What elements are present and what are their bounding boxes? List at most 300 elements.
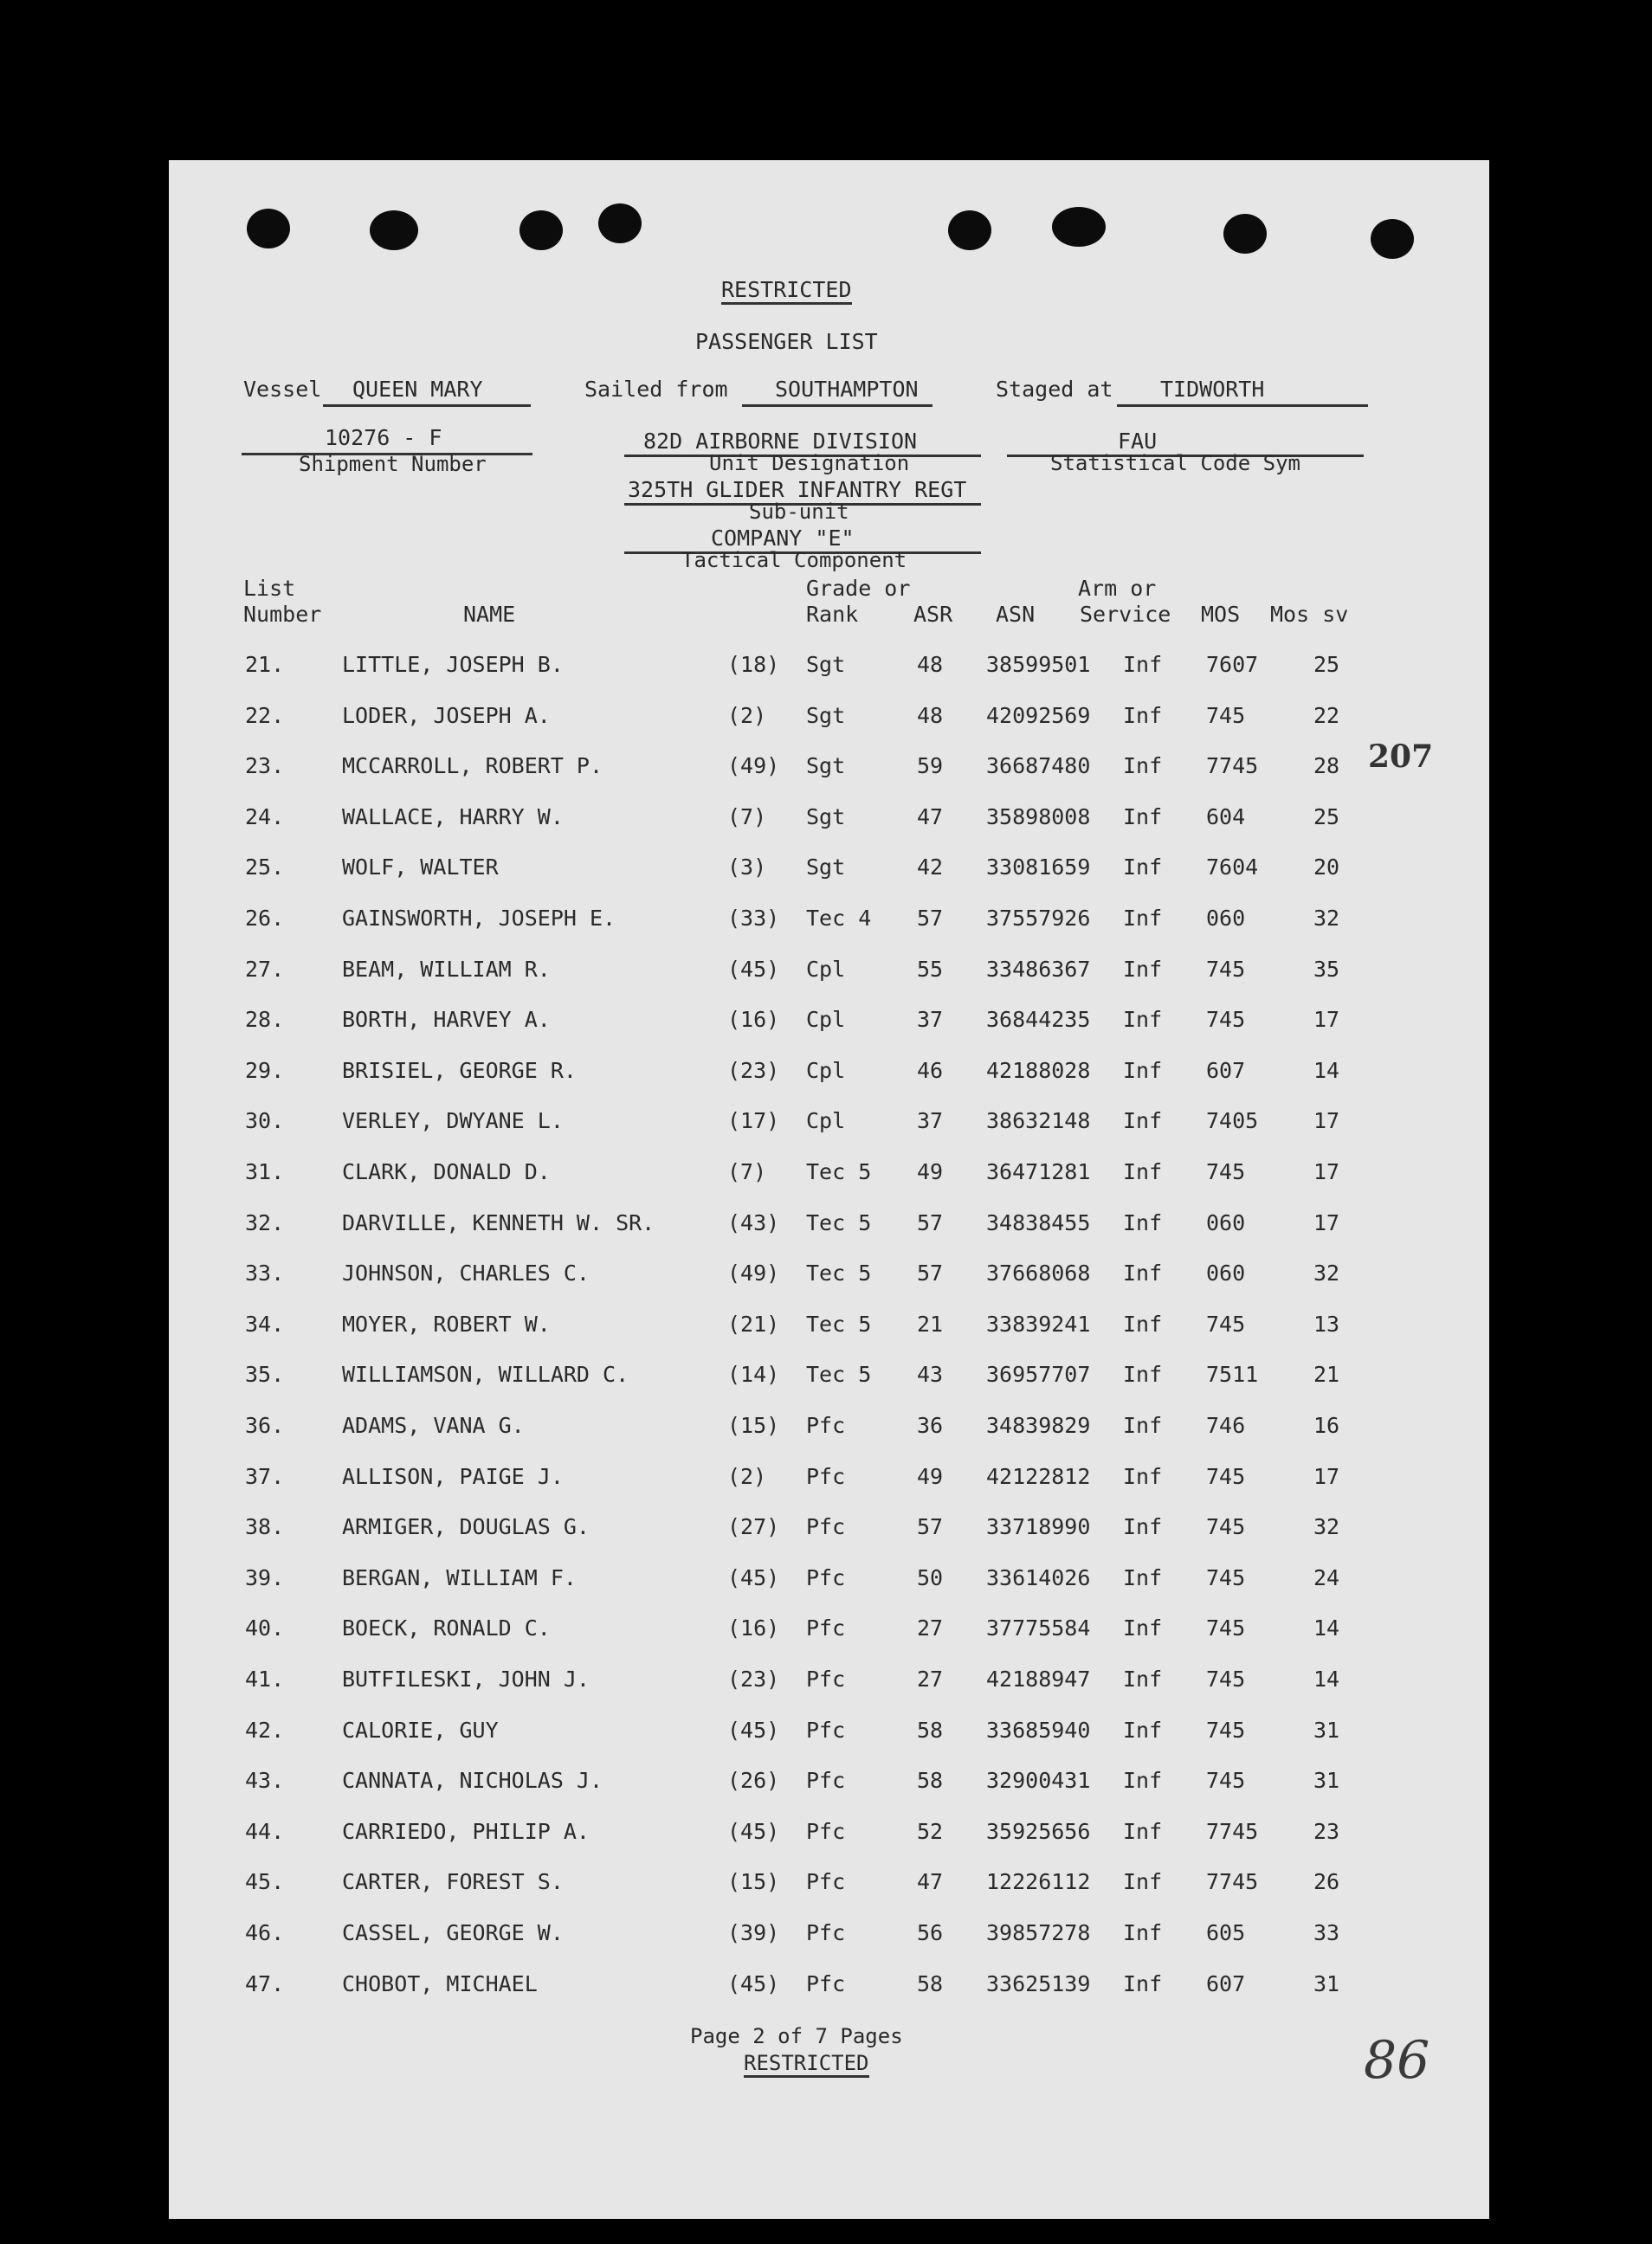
table-row xyxy=(169,1971,1489,2006)
mos: 7604 xyxy=(1206,854,1259,880)
table-row xyxy=(169,957,1489,991)
months-service: 32 xyxy=(1313,1514,1340,1540)
months-service: 17 xyxy=(1313,1463,1340,1489)
arm-service: Inf xyxy=(1123,1667,1163,1692)
vessel-label: Vessel xyxy=(243,377,322,402)
unit-designation-label: Unit Designation xyxy=(709,451,910,475)
rank: Pfc xyxy=(806,1514,846,1540)
table-row xyxy=(169,1869,1489,1904)
mos: 746 xyxy=(1206,1413,1246,1438)
asr: 59 xyxy=(917,753,944,779)
punch-hole xyxy=(370,210,418,250)
rank: Pfc xyxy=(806,1667,846,1692)
table-row xyxy=(169,1362,1489,1396)
asn: 36471281 xyxy=(986,1159,1091,1184)
asn: 33839241 xyxy=(986,1311,1091,1337)
mos: 607 xyxy=(1206,1970,1246,1996)
months-service: 32 xyxy=(1313,906,1340,931)
passenger-name: LODER, JOSEPH A. xyxy=(342,702,551,728)
rank: Pfc xyxy=(806,1920,846,1945)
row-number: 23. xyxy=(245,753,285,779)
row-number: 39. xyxy=(245,1564,285,1590)
punch-hole xyxy=(948,210,991,250)
arm-service: Inf xyxy=(1123,753,1163,779)
asn: 38599501 xyxy=(986,652,1091,677)
asr: 58 xyxy=(917,1970,944,1996)
passenger-name: CANNATA, NICHOLAS J. xyxy=(342,1768,603,1794)
months-service: 23 xyxy=(1313,1818,1340,1844)
months-service: 22 xyxy=(1313,702,1340,728)
code-number: (14) xyxy=(727,1362,780,1388)
page-indicator: Page 2 of 7 Pages xyxy=(690,2024,903,2048)
passenger-name: BEAM, WILLIAM R. xyxy=(342,956,551,982)
row-number: 45. xyxy=(245,1869,285,1895)
passenger-name: MCCARROLL, ROBERT P. xyxy=(342,753,603,779)
mos: 745 xyxy=(1206,1717,1246,1743)
months-service: 31 xyxy=(1313,1717,1340,1743)
asr: 57 xyxy=(917,1261,944,1286)
rank: Pfc xyxy=(806,1413,846,1438)
row-number: 21. xyxy=(245,652,285,677)
row-number: 44. xyxy=(245,1818,285,1844)
table-row xyxy=(169,1565,1489,1600)
restricted-header: RESTRICTED xyxy=(721,277,852,305)
rank: Cpl xyxy=(806,1057,846,1083)
asr: 47 xyxy=(917,1869,944,1895)
row-number: 28. xyxy=(245,1007,285,1033)
table-row xyxy=(169,703,1489,738)
mos: 745 xyxy=(1206,1007,1246,1033)
arm-service: Inf xyxy=(1123,1209,1163,1235)
months-service: 31 xyxy=(1313,1970,1340,1996)
rank: Sgt xyxy=(806,753,846,779)
sub-unit-label: Sub-unit xyxy=(749,500,849,524)
table-row xyxy=(169,1312,1489,1346)
asr: 58 xyxy=(917,1768,944,1794)
passenger-name: MOYER, ROBERT W. xyxy=(342,1311,551,1337)
asr: 56 xyxy=(917,1920,944,1945)
col-asr: ASR xyxy=(913,602,953,627)
shipment-number-label: Shipment Number xyxy=(299,452,487,476)
document-page xyxy=(169,160,1489,2219)
passenger-name: VERLEY, DWYANE L. xyxy=(342,1108,564,1134)
asr: 37 xyxy=(917,1007,944,1033)
asr: 57 xyxy=(917,906,944,931)
months-service: 17 xyxy=(1313,1209,1340,1235)
passenger-name: ADAMS, VANA G. xyxy=(342,1413,525,1438)
passenger-name: ARMIGER, DOUGLAS G. xyxy=(342,1514,590,1540)
months-service: 16 xyxy=(1313,1413,1340,1438)
code-number: (39) xyxy=(727,1920,780,1945)
passenger-name: DARVILLE, KENNETH W. SR. xyxy=(342,1209,655,1235)
table-row xyxy=(169,854,1489,889)
row-number: 32. xyxy=(245,1209,285,1235)
months-service: 35 xyxy=(1313,956,1340,982)
code-number: (45) xyxy=(727,956,780,982)
table-row xyxy=(169,1514,1489,1549)
months-service: 17 xyxy=(1313,1007,1340,1033)
asr: 55 xyxy=(917,956,944,982)
code-number: (2) xyxy=(727,702,767,728)
sub-unit: 325TH GLIDER INFANTRY REGT xyxy=(628,477,967,502)
asn: 33081659 xyxy=(986,854,1091,880)
months-service: 21 xyxy=(1313,1362,1340,1388)
row-number: 34. xyxy=(245,1311,285,1337)
row-number: 27. xyxy=(245,956,285,982)
months-service: 24 xyxy=(1313,1564,1340,1590)
arm-service: Inf xyxy=(1123,854,1163,880)
code-number: (16) xyxy=(727,1007,780,1033)
table-row xyxy=(169,1718,1489,1752)
asn: 32900431 xyxy=(986,1768,1091,1794)
months-service: 26 xyxy=(1313,1869,1340,1895)
months-service: 32 xyxy=(1313,1261,1340,1286)
code-number: (43) xyxy=(727,1209,780,1235)
mos: 745 xyxy=(1206,1463,1246,1489)
code-number: (16) xyxy=(727,1615,780,1641)
statistical-code-label: Statistical Code Sym xyxy=(1050,451,1300,475)
rank: Pfc xyxy=(806,1869,846,1895)
arm-service: Inf xyxy=(1123,1564,1163,1590)
passenger-name: CASSEL, GEORGE W. xyxy=(342,1920,564,1945)
passenger-name: WOLF, WALTER xyxy=(342,854,499,880)
arm-service: Inf xyxy=(1123,1413,1163,1438)
mos: 745 xyxy=(1206,1311,1246,1337)
table-row xyxy=(169,1413,1489,1448)
row-number: 33. xyxy=(245,1261,285,1286)
mos: 7745 xyxy=(1206,753,1259,779)
col-list-number-1: List xyxy=(243,576,296,601)
asr: 36 xyxy=(917,1413,944,1438)
months-service: 33 xyxy=(1313,1920,1340,1945)
asn: 33625139 xyxy=(986,1970,1091,1996)
col-asn: ASN xyxy=(996,602,1036,627)
code-number: (45) xyxy=(727,1564,780,1590)
col-mos: MOS xyxy=(1201,602,1241,627)
row-number: 42. xyxy=(245,1717,285,1743)
rank: Pfc xyxy=(806,1717,846,1743)
row-number: 41. xyxy=(245,1667,285,1692)
arm-service: Inf xyxy=(1123,1920,1163,1945)
row-number: 31. xyxy=(245,1159,285,1184)
asr: 37 xyxy=(917,1108,944,1134)
table-row xyxy=(169,1007,1489,1041)
asn: 34839829 xyxy=(986,1413,1091,1438)
arm-service: Inf xyxy=(1123,1463,1163,1489)
months-service: 20 xyxy=(1313,854,1340,880)
handwritten-page-number: 86 xyxy=(1364,2030,1430,2091)
col-grade-2: Rank xyxy=(806,602,859,627)
table-row xyxy=(169,1615,1489,1650)
rank: Tec 5 xyxy=(806,1159,872,1184)
months-service: 25 xyxy=(1313,652,1340,677)
asr: 21 xyxy=(917,1311,944,1337)
rank: Sgt xyxy=(806,854,846,880)
mos: 7405 xyxy=(1206,1108,1259,1134)
asr: 57 xyxy=(917,1209,944,1235)
code-number: (45) xyxy=(727,1717,780,1743)
mos: 060 xyxy=(1206,1209,1246,1235)
asr: 27 xyxy=(917,1615,944,1641)
passenger-name: LITTLE, JOSEPH B. xyxy=(342,652,564,677)
code-number: (33) xyxy=(727,906,780,931)
passenger-name: BORTH, HARVEY A. xyxy=(342,1007,551,1033)
table-row xyxy=(169,1261,1489,1295)
code-number: (49) xyxy=(727,753,780,779)
tactical-component-label: Tactical Component xyxy=(681,548,907,572)
rank: Tec 5 xyxy=(806,1362,872,1388)
col-arm-2: Service xyxy=(1080,602,1171,627)
arm-service: Inf xyxy=(1123,1615,1163,1641)
arm-service: Inf xyxy=(1123,1057,1163,1083)
rank: Pfc xyxy=(806,1463,846,1489)
asn: 33614026 xyxy=(986,1564,1091,1590)
row-number: 47. xyxy=(245,1970,285,1996)
months-service: 25 xyxy=(1313,803,1340,829)
arm-service: Inf xyxy=(1123,1768,1163,1794)
passenger-name: CALORIE, GUY xyxy=(342,1717,499,1743)
rank: Tec 5 xyxy=(806,1209,872,1235)
row-number: 22. xyxy=(245,702,285,728)
asn: 33718990 xyxy=(986,1514,1091,1540)
passenger-name: CARRIEDO, PHILIP A. xyxy=(342,1818,590,1844)
vessel-name: QUEEN MARY xyxy=(352,377,483,402)
asn: 33486367 xyxy=(986,956,1091,982)
table-row xyxy=(169,804,1489,839)
punch-hole xyxy=(1223,214,1267,254)
asn: 42188947 xyxy=(986,1667,1091,1692)
arm-service: Inf xyxy=(1123,906,1163,931)
col-mos-sv: Mos sv xyxy=(1270,602,1349,627)
months-service: 28 xyxy=(1313,753,1340,779)
col-arm-1: Arm or xyxy=(1078,576,1157,601)
punch-hole xyxy=(519,210,563,250)
code-number: (45) xyxy=(727,1818,780,1844)
code-number: (17) xyxy=(727,1108,780,1134)
arm-service: Inf xyxy=(1123,652,1163,677)
passenger-name: GAINSWORTH, JOSEPH E. xyxy=(342,906,616,931)
code-number: (2) xyxy=(727,1463,767,1489)
arm-service: Inf xyxy=(1123,1818,1163,1844)
mos: 7511 xyxy=(1206,1362,1259,1388)
asn: 35898008 xyxy=(986,803,1091,829)
asr: 49 xyxy=(917,1159,944,1184)
asr: 43 xyxy=(917,1362,944,1388)
asn: 42188028 xyxy=(986,1057,1091,1083)
code-number: (7) xyxy=(727,803,767,829)
code-number: (7) xyxy=(727,1159,767,1184)
table-row xyxy=(169,1920,1489,1955)
asn: 37775584 xyxy=(986,1615,1091,1641)
row-number: 29. xyxy=(245,1057,285,1083)
arm-service: Inf xyxy=(1123,702,1163,728)
asn: 38632148 xyxy=(986,1108,1091,1134)
asn: 42122812 xyxy=(986,1463,1091,1489)
code-number: (15) xyxy=(727,1869,780,1895)
code-number: (23) xyxy=(727,1667,780,1692)
arm-service: Inf xyxy=(1123,1311,1163,1337)
code-number: (26) xyxy=(727,1768,780,1794)
asr: 27 xyxy=(917,1667,944,1692)
table-row xyxy=(169,652,1489,687)
asr: 42 xyxy=(917,854,944,880)
rank: Tec 4 xyxy=(806,906,872,931)
code-number: (21) xyxy=(727,1311,780,1337)
sailed-from-label: Sailed from xyxy=(584,377,728,402)
asr: 57 xyxy=(917,1514,944,1540)
row-number: 26. xyxy=(245,906,285,931)
asn: 37668068 xyxy=(986,1261,1091,1286)
table-row xyxy=(169,1819,1489,1854)
table-row xyxy=(169,1058,1489,1093)
code-number: (23) xyxy=(727,1057,780,1083)
mos: 745 xyxy=(1206,956,1246,982)
passenger-name: CLARK, DONALD D. xyxy=(342,1159,551,1184)
passenger-name: CHOBOT, MICHAEL xyxy=(342,1970,538,1996)
shipment-number: 10276 - F xyxy=(325,425,442,450)
arm-service: Inf xyxy=(1123,1869,1163,1895)
asr: 48 xyxy=(917,652,944,677)
staged-at-label: Staged at xyxy=(996,377,1113,402)
passenger-name: CARTER, FOREST S. xyxy=(342,1869,564,1895)
row-number: 40. xyxy=(245,1615,285,1641)
asr: 48 xyxy=(917,702,944,728)
passenger-name: ALLISON, PAIGE J. xyxy=(342,1463,564,1489)
asr: 52 xyxy=(917,1818,944,1844)
sailed-from-value: SOUTHAMPTON xyxy=(775,377,919,402)
code-number: (18) xyxy=(727,652,780,677)
asn: 39857278 xyxy=(986,1920,1091,1945)
margin-stamp: 207 xyxy=(1368,738,1434,775)
rank: Pfc xyxy=(806,1818,846,1844)
arm-service: Inf xyxy=(1123,1007,1163,1033)
asn: 34838455 xyxy=(986,1209,1091,1235)
row-number: 46. xyxy=(245,1920,285,1945)
row-number: 35. xyxy=(245,1362,285,1388)
arm-service: Inf xyxy=(1123,1159,1163,1184)
months-service: 17 xyxy=(1313,1159,1340,1184)
row-number: 38. xyxy=(245,1514,285,1540)
table-row xyxy=(169,1768,1489,1802)
mos: 745 xyxy=(1206,702,1246,728)
passenger-name: WILLIAMSON, WILLARD C. xyxy=(342,1362,629,1388)
mos: 604 xyxy=(1206,803,1246,829)
arm-service: Inf xyxy=(1123,956,1163,982)
passenger-name: BOECK, RONALD C. xyxy=(342,1615,551,1641)
code-number: (15) xyxy=(727,1413,780,1438)
mos: 745 xyxy=(1206,1615,1246,1641)
mos: 060 xyxy=(1206,1261,1246,1286)
table-row xyxy=(169,1464,1489,1499)
asn: 36844235 xyxy=(986,1007,1091,1033)
restricted-footer: RESTRICTED xyxy=(744,2051,869,2078)
table-row xyxy=(169,1667,1489,1701)
months-service: 14 xyxy=(1313,1667,1340,1692)
rank: Cpl xyxy=(806,1007,846,1033)
passenger-name: WALLACE, HARRY W. xyxy=(342,803,564,829)
rank: Sgt xyxy=(806,702,846,728)
mos: 745 xyxy=(1206,1564,1246,1590)
rank: Cpl xyxy=(806,1108,846,1134)
passenger-name: BERGAN, WILLIAM F. xyxy=(342,1564,577,1590)
months-service: 31 xyxy=(1313,1768,1340,1794)
rank: Pfc xyxy=(806,1768,846,1794)
mos: 745 xyxy=(1206,1667,1246,1692)
months-service: 14 xyxy=(1313,1615,1340,1641)
months-service: 17 xyxy=(1313,1108,1340,1134)
punch-hole xyxy=(247,209,290,248)
col-list-number-2: Number xyxy=(243,602,322,627)
asn: 37557926 xyxy=(986,906,1091,931)
rank: Sgt xyxy=(806,652,846,677)
asr: 58 xyxy=(917,1717,944,1743)
table-row xyxy=(169,906,1489,940)
mos: 7745 xyxy=(1206,1869,1259,1895)
mos: 607 xyxy=(1206,1057,1246,1083)
statistical-code: FAU xyxy=(1118,429,1158,454)
row-number: 37. xyxy=(245,1463,285,1489)
arm-service: Inf xyxy=(1123,1261,1163,1286)
row-number: 43. xyxy=(245,1768,285,1794)
row-number: 36. xyxy=(245,1413,285,1438)
table-row xyxy=(169,1210,1489,1245)
code-number: (3) xyxy=(727,854,767,880)
staged-at-value: TIDWORTH xyxy=(1160,377,1265,402)
asn: 33685940 xyxy=(986,1717,1091,1743)
passenger-name: JOHNSON, CHARLES C. xyxy=(342,1261,590,1286)
code-number: (49) xyxy=(727,1261,780,1286)
mos: 605 xyxy=(1206,1920,1246,1945)
asn: 42092569 xyxy=(986,702,1091,728)
row-number: 25. xyxy=(245,854,285,880)
asn: 36687480 xyxy=(986,753,1091,779)
mos: 745 xyxy=(1206,1768,1246,1794)
mos: 7607 xyxy=(1206,652,1259,677)
months-service: 13 xyxy=(1313,1311,1340,1337)
rank: Pfc xyxy=(806,1970,846,1996)
arm-service: Inf xyxy=(1123,803,1163,829)
mos: 745 xyxy=(1206,1159,1246,1184)
document-title: PASSENGER LIST xyxy=(695,329,878,354)
table-row xyxy=(169,753,1489,788)
code-number: (45) xyxy=(727,1970,780,1996)
arm-service: Inf xyxy=(1123,1362,1163,1388)
arm-service: Inf xyxy=(1123,1717,1163,1743)
mos: 060 xyxy=(1206,906,1246,931)
months-service: 14 xyxy=(1313,1057,1340,1083)
rank: Tec 5 xyxy=(806,1261,872,1286)
table-row xyxy=(169,1108,1489,1143)
rank: Pfc xyxy=(806,1615,846,1641)
col-name: NAME xyxy=(463,602,516,627)
asr: 50 xyxy=(917,1564,944,1590)
asn: 12226112 xyxy=(986,1869,1091,1895)
row-number: 30. xyxy=(245,1108,285,1134)
col-grade-1: Grade or xyxy=(806,576,911,601)
tactical-component: COMPANY "E" xyxy=(711,526,855,551)
unit-designation: 82D AIRBORNE DIVISION xyxy=(643,429,918,454)
asn: 35925656 xyxy=(986,1818,1091,1844)
asr: 46 xyxy=(917,1057,944,1083)
table-row xyxy=(169,1159,1489,1194)
rank: Tec 5 xyxy=(806,1311,872,1337)
mos: 7745 xyxy=(1206,1818,1259,1844)
punch-hole xyxy=(1052,207,1106,247)
row-number: 24. xyxy=(245,803,285,829)
arm-service: Inf xyxy=(1123,1108,1163,1134)
punch-hole xyxy=(1371,219,1414,259)
asr: 47 xyxy=(917,803,944,829)
